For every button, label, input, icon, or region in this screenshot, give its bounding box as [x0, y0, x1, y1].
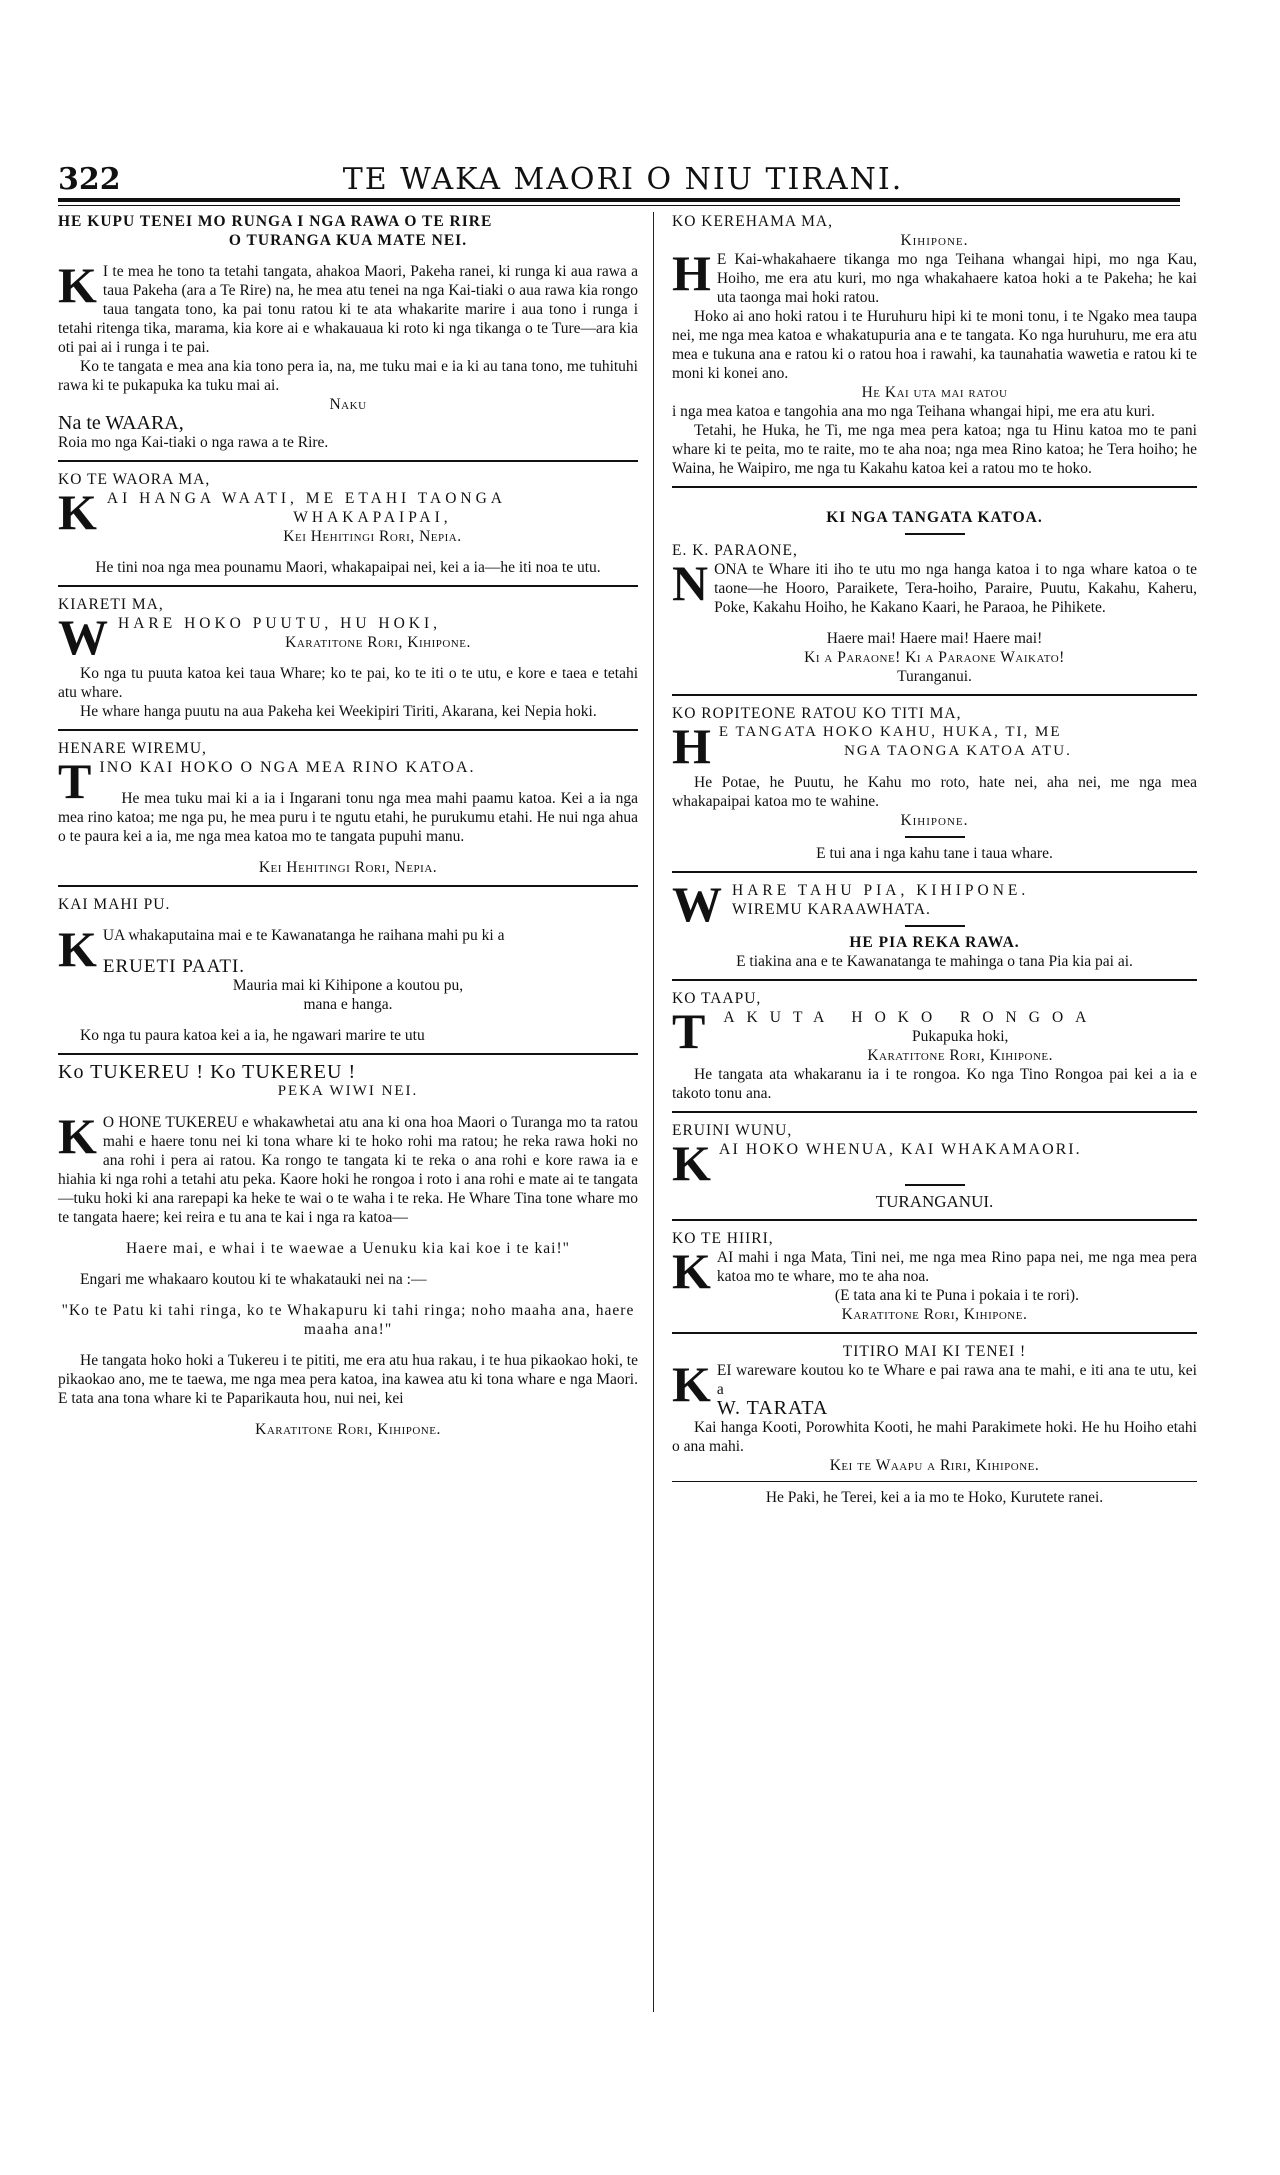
- ad-body-3: He tangata hoko hoki a Tukereu i te pititi, me era atu hua rakau, i te hua pikaokao hoki, te pikaokao ano, me te taewa, me nga mea pera katoa, ina kawea atu ki tona whare e nga Maori. E tata ana tona whare ki te Paparikauta hou, nui nei, kei: [58, 1352, 638, 1407]
- ad-line: WHARE TAHU PIA, KIHIPONE.: [672, 876, 1030, 932]
- ad-title: E. K. PARAONE,: [672, 542, 798, 559]
- ad-body: K O HONE TUKEREU e whakawhetai atu ana ki ona hoa Maori o Turanga mo ta ratou mahi e haere tonu nei ki tona whare ki te hoko rohi ma ratou; he reka rawa hoki no ana rohi i pera ai ratou. Ka rongo te tangata ki te reka o ana rohi e kore rawa ia e hiahia ki nga rohi a tetahi atu peka. Kaore hoki he rongoa i roto i ana rohi e mate ai te tangata—tuku hoki ki ana rarepapi ka heke te wai o te waha i te reka. He Whare Tina tone whare mo te tangata haere; kei reira e tu ana te kai i nga ra katoa—: [58, 1108, 638, 1226]
- ad-line-2: mana e hanga.: [303, 996, 393, 1013]
- notice-title: HE KUPU TENEI MO RUNGA I NGA RAWA O TE RIRE: [58, 213, 493, 230]
- ad-place: Kihipone.: [900, 232, 969, 249]
- ad-place: TURANGANUI.: [875, 1192, 994, 1211]
- ad-title: KAI MAHI PU.: [58, 896, 171, 913]
- ad-body: He Potae, he Puutu, he Kahu mo roto, hate nei, aha nei, me nga mea whakapaipai katoa mo te wahine.: [672, 774, 1197, 810]
- notice-title-2: O TURANGA KUA MATE NEI.: [228, 232, 468, 249]
- ad-body: E tiakina ana e te Kawanatanga te mahinga o tana Pia kia pai ai.: [736, 953, 1133, 970]
- ad-line-2: Pukapuka hoki,: [911, 1028, 1009, 1045]
- ad-line: Mauria mai ki Kihipone a koutou pu,: [232, 977, 464, 994]
- notice-naku: Naku: [329, 396, 367, 413]
- ad-kicker: TITIRO MAI KI TENEI !: [842, 1343, 1027, 1360]
- ad-address: Kei Hehitingi Rori, Nepia.: [258, 859, 438, 876]
- ad-body-2: Hoko ai ano hoki ratou i te Huruhuru hipi ki te moni tonu, i te Ngako mea taupa nei, me nga mea katoa e whakatupuria ana e te tangata. Ko nga huruhuru, me era atu mea e tukuna ana e ratou ki o ratou hoa i rawahi, ka taunahatia wawetia e ratou ki te moni ki konei ano.: [672, 308, 1197, 382]
- ad-body: Ko nga tu puuta katoa kei taua Whare; ko te pai, ko te iti o te utu, e kore e taea e tetahi atu whare.: [58, 665, 638, 701]
- ad-kerehama: [672, 212, 1197, 478]
- ad-kai-mahi-pu: [58, 895, 638, 1045]
- ad-cheer: Haere mai! Haere mai! Haere mai!: [826, 630, 1043, 647]
- ad-title: Ko TUKEREU ! Ko TUKEREU !: [58, 1061, 357, 1083]
- ad-title: KO TAAPU,: [672, 990, 762, 1007]
- ad-body-3: He Paki, he Terei, kei a ia mo te Hoko, Kurutete ranei.: [765, 1489, 1104, 1506]
- drop-cap: K: [58, 257, 97, 313]
- ad-body: KUA whakaputaina mai e te Kawanatanga he raihana mahi pu ki a: [58, 921, 505, 977]
- ad-body-3: i nga mea katoa e tangohia ana mo nga Teihana whangai hipi, me era atu kuri.: [672, 403, 1155, 420]
- ad-paraone: [672, 496, 1197, 686]
- ad-body: He tini noa nga mea pounamu Maori, whakapaipai nei, kei a ia—he iti noa te utu.: [95, 559, 601, 576]
- ad-subtitle: PEKA WIWI NEI.: [277, 1083, 419, 1099]
- ad-subtitle: HE PIA REKA RAWA.: [849, 934, 1020, 951]
- notice-body: K I te mea he tono ta tetahi tangata, ahakoa Maori, Pakeha ranei, ki runga ki aua rawa a taua Pakeha (ara a Te Rire) na, he mea atu tenei na nga Kai-tiaki o aua rawa kia rongo taua tangata tono, ka pai tonu ratou ki te ata whakarite marire i aua tono i runga i tetahi ritenga tika, marama, kia kore ai e whakauaua ki roto ki nga tikanga o te Ture—ara kia oti pai ai i runga i te pai.: [58, 257, 638, 356]
- ad-title: WIREMU KARAAWHATA.: [732, 901, 931, 918]
- ad-line: H E TANGATA HOKO KAHU, HUKA, TI, ME: [672, 718, 1062, 774]
- ad-cheer-2: Ki a Paraone! Ki a Paraone Waikato!: [804, 649, 1065, 666]
- ad-line: KAI HOKO WHENUA, KAI WHAKAMAORI.: [672, 1135, 1082, 1191]
- notice-body-2: Ko te tangata e mea ana kia tono pera ia, na, me tuku mai e ia ki au tana tono, me tuhituhi rawa ki te pukapuka ka tuku mai ai.: [58, 358, 638, 394]
- notice-signature: Na te WAARA,: [58, 412, 184, 434]
- ad-line: TINO KAI HOKO O NGA MEA RINO KATOA.: [58, 753, 476, 809]
- ad-title: KO KEREHAMA MA,: [672, 213, 833, 230]
- ad-line-2: NGA TAONGA KATOA ATU.: [844, 743, 1072, 759]
- ad-quote-2: "Ko te Patu ki tahi ringa, ko te Whakapuru ki tahi ringa; noho maaha ana, haere maaha ana!": [61, 1302, 635, 1338]
- ad-body-4: Tetahi, he Huka, he Ti, me nga mea pera katoa; nga tu Hinu katoa mo te pani whare ki te peita, mo te raite, mo te aha noa; nga mea Rino katoa; he Tera hoiho; he Waina, he Waipiro, me nga tu Kakahu katoa kei a ratou mo te hoko.: [672, 422, 1197, 477]
- ad-name: W. TARATA: [716, 1397, 829, 1419]
- notice-rire: [58, 212, 638, 452]
- ad-subtitle: He Kai uta mai ratou: [861, 384, 1008, 401]
- ad-line: KAI HANGA WAATI, ME ETAHI TAONGA: [58, 484, 506, 540]
- ad-body: KEI wareware koutou ko te Whare e pai rawa ana te mahi, e iti ana te utu, kei a: [672, 1356, 1197, 1412]
- ad-body: H E Kai-whakahaere tikanga mo nga Teihana whangai hipi, mo nga Kau, Hoiho, me era atu kuri, mo nga whakahaere katoa hoki a te Pakeha; he kai uta taonga mai hoki ratou.: [672, 245, 1197, 306]
- ad-address: Karatitone Rori, Kihipone.: [255, 1421, 441, 1438]
- ad-line: TAKUTA HOKO RONGOA: [672, 1003, 1099, 1059]
- ad-title: KO ROPITEONE RATOU KO TITI MA,: [672, 705, 962, 722]
- ad-body: He mea tuku mai ki a ia i Ingarani tonu nga mea mahi paamu katoa. Kei a ia nga mea rino katoa; me nga pu, he mea puru i te ngutu etahi, he purukumu etahi. He nui nga ahua o te paura kei a ia, me nga mea katoa mo te tangata pupuhi manu.: [58, 790, 638, 845]
- page-number: 322: [58, 162, 121, 197]
- ad-body-2: (E tata ana ki te Puna i pokaia i te rori).: [834, 1287, 1079, 1304]
- page-header: [58, 158, 1188, 198]
- ad-body-2: Ko nga tu paura katoa kei a ia, he ngawari marire te utu: [80, 1027, 425, 1044]
- ad-kiareti: [58, 595, 638, 721]
- column-divider: [653, 212, 654, 2012]
- ad-hiiri: [672, 1229, 1197, 1324]
- ad-address: Kei te Waapu a Riri, Kihipone.: [829, 1457, 1040, 1474]
- ad-address: Kei Hehitingi Rori, Nepia.: [283, 528, 462, 545]
- right-column: [672, 212, 1197, 1507]
- ad-address: Karatitone Rori, Kihipone.: [285, 634, 471, 651]
- notice-signature-role: Roia mo nga Kai-tiaki o nga rawa a te Rire.: [58, 434, 329, 451]
- left-column: [58, 212, 638, 1439]
- ad-karaawhata: [672, 876, 1197, 971]
- ad-henare: [58, 739, 638, 877]
- ad-title: KIARETI MA,: [58, 596, 164, 613]
- ad-waora: [58, 470, 638, 577]
- ad-body-2: Engari me whakaaro koutou ki te whakatauki nei na :—: [80, 1271, 427, 1288]
- ad-line: WHARE HOKO PUUTU, HU HOKI,: [58, 609, 442, 665]
- ad-taapu: [672, 989, 1197, 1103]
- ad-ropiteone: [672, 704, 1197, 863]
- ad-body-2: E tui ana i nga kahu tane i taua whare.: [816, 845, 1053, 862]
- ad-place: Turanganui.: [897, 668, 972, 685]
- ad-title: ERUINI WUNU,: [672, 1122, 793, 1139]
- ad-body: NONA te Whare iti iho te utu mo nga hanga katoa i to nga whare katoa o te taone—he Hooro, Paraikete, Tera-hoiho, Paraire, Puutu, Kakahu, Kaheru, Poke, Kakahu Hoiho, he Kakano Kaari, he Paraoa, he Pihikete.: [672, 555, 1197, 616]
- ad-body: He tangata ata whakaranu ia i te rongoa. Ko nga Tino Rongoa pai kei a ia e takoto tonu ana.: [672, 1066, 1197, 1102]
- ad-tukereu: [58, 1063, 638, 1439]
- header-rule: [58, 198, 1180, 202]
- ad-body: KAI mahi i nga Mata, Tini nei, me nga mea Rino papa nei, me nga mea pera katoa mo te whare, mo te aha noa.: [672, 1243, 1197, 1299]
- ad-address: Karatitone Rori, Kihipone.: [867, 1047, 1054, 1064]
- ad-title: KO TE HIIRI,: [672, 1230, 774, 1247]
- ad-tarata: [672, 1342, 1197, 1507]
- ad-eruini: [672, 1121, 1197, 1211]
- ad-place: Kihipone.: [900, 812, 969, 829]
- ad-address: Karatitone Rori, Kihipone.: [841, 1306, 1028, 1323]
- ad-title: HENARE WIREMU,: [58, 740, 207, 757]
- ad-quote: Haere mai, e whai i te waewae a Uenuku kia kai koe i te kai!": [126, 1240, 570, 1257]
- ad-body-2: He whare hanga puutu na aua Pakeha kei Weekipiri Tiriti, Akarana, kei Nepia hoki.: [80, 703, 597, 720]
- ad-kicker: KI NGA TANGATA KATOA.: [826, 509, 1043, 526]
- ad-body-2: Kai hanga Kooti, Porowhita Kooti, he mahi Parakimete hoki. He hu Hoiho etahi o ana mahi.: [672, 1419, 1197, 1455]
- ad-name: ERUETI PAATI.: [102, 956, 246, 977]
- masthead-title: TE WAKA MAORI O NIU TIRANI.: [342, 162, 904, 197]
- ad-line-2: WHAKAPAIPAI,: [293, 509, 452, 526]
- header-rule-thin: [58, 205, 1180, 206]
- ad-title: KO TE WAORA MA,: [58, 471, 211, 488]
